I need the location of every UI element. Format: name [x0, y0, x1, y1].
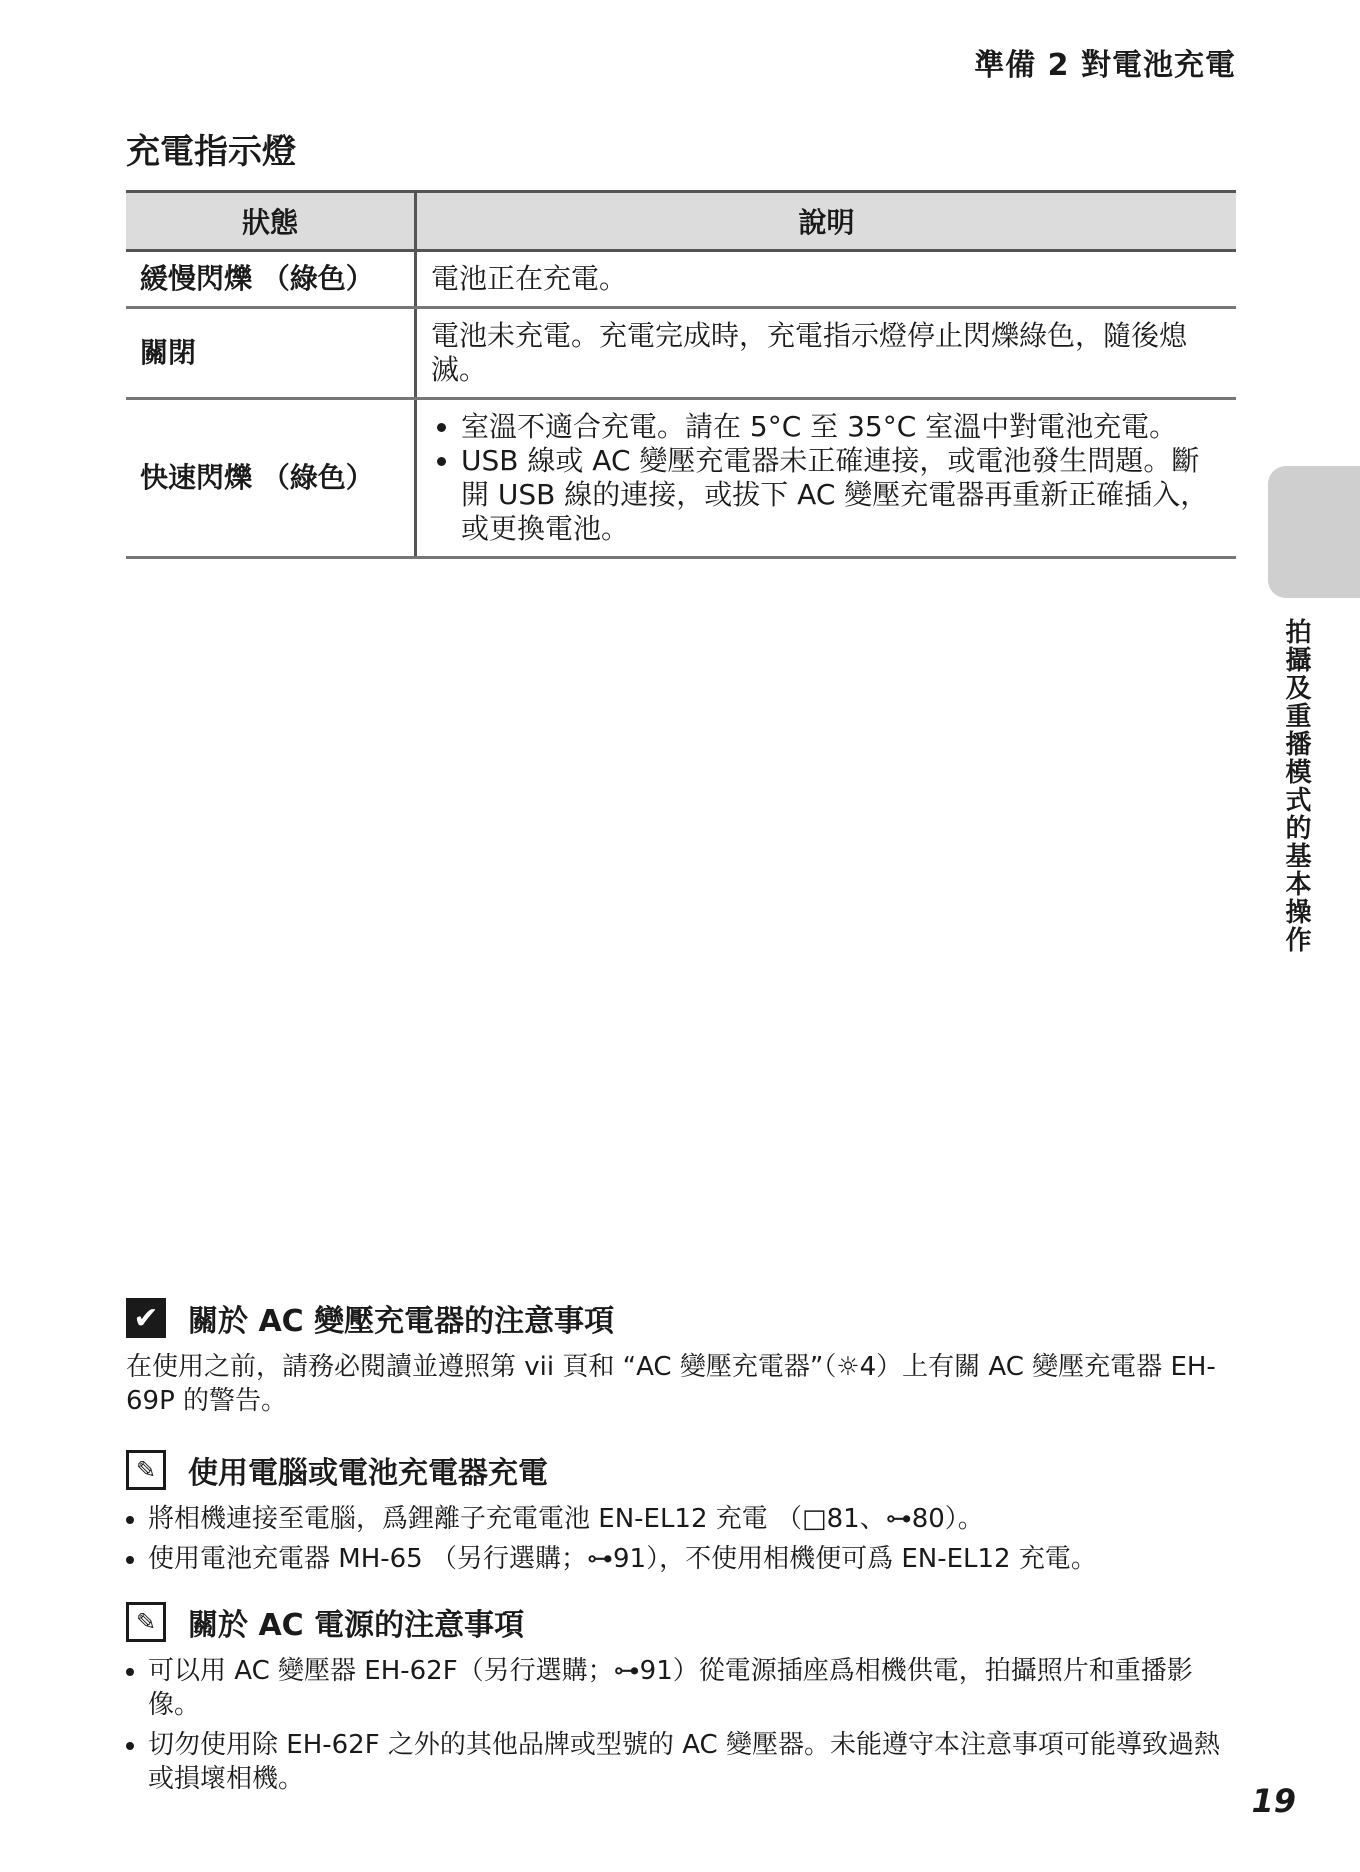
status-cell: 緩慢閃爍 （綠色）	[126, 251, 416, 308]
note-body: 在使用之前，請務必閱讀並遵照第 vii 頁和 “AC 變壓充電器”（☼4）上有關 AC 變壓充電器 EH-69P 的警告。	[126, 1352, 1216, 1416]
running-header: 準備 2 對電池充電	[974, 48, 1236, 83]
page-number: 19	[1251, 1782, 1296, 1820]
column-header-status: 狀態	[126, 192, 416, 251]
note-ac-power	[126, 1600, 1238, 1802]
table-row	[126, 251, 1236, 308]
table-header-row	[126, 192, 1236, 251]
list-item: • 可以用 AC 變壓器 EH-62F（另行選購；⊶91）從電源插座爲相機供電，拍攝照片和重播影像。	[148, 1654, 1238, 1722]
note-title: 關於 AC 電源的注意事項	[188, 1608, 525, 1643]
status-cell: 快速閃爍 （綠色）	[126, 399, 416, 558]
section-title: 充電指示燈	[126, 132, 296, 172]
note-title: 使用電腦或電池充電器充電	[188, 1456, 548, 1491]
description-cell: 電池正在充電。	[416, 251, 1237, 308]
note-heading	[126, 1296, 1238, 1340]
list-item: • USB 線或 AC 變壓充電器未正確連接，或電池發生問題。斷開 USB 線的連接，或拔下 AC 變壓充電器再重新正確插入，或更換電池。	[461, 444, 1222, 546]
charge-indicator-table	[126, 190, 1236, 559]
description-cell: 電池未充電。充電完成時，充電指示燈停止閃爍綠色，隨後熄滅。	[416, 308, 1237, 399]
column-header-description: 說明	[416, 192, 1237, 251]
pencil-icon: ✎	[126, 1450, 166, 1490]
note-heading	[126, 1600, 1238, 1644]
list-item: • 使用電池充電器 MH-65 （另行選購；⊶91），不使用相機便可爲 EN-EL12 充電。	[148, 1542, 1238, 1576]
pencil-icon: ✎	[126, 1602, 166, 1642]
note-list	[126, 1502, 1238, 1576]
list-item: • 將相機連接至電腦，爲鋰離子充電電池 EN-EL12 充電 （□81、⊶80）。	[148, 1502, 1238, 1536]
table-row	[126, 399, 1236, 558]
list-item: • 室溫不適合充電。請在 5°C 至 35°C 室溫中對電池充電。	[461, 410, 1222, 444]
chapter-tab-label: 拍攝及重播模式的基本操作	[1281, 618, 1311, 954]
note-ac-adapter-charger	[126, 1296, 1238, 1418]
check-icon: ✔	[126, 1298, 166, 1338]
table-row	[126, 308, 1236, 399]
note-charging-methods	[126, 1448, 1238, 1582]
status-cell: 關閉	[126, 308, 416, 399]
list-item: • 切勿使用除 EH-62F 之外的其他品牌或型號的 AC 變壓器。未能遵守本注意事項可能導致過熱或損壞相機。	[148, 1728, 1238, 1796]
description-cell	[416, 399, 1237, 558]
note-heading	[126, 1448, 1238, 1492]
chapter-tab	[1268, 466, 1360, 598]
description-bullet-list	[431, 410, 1222, 546]
note-list	[126, 1654, 1238, 1796]
note-title: 關於 AC 變壓充電器的注意事項	[188, 1304, 615, 1339]
